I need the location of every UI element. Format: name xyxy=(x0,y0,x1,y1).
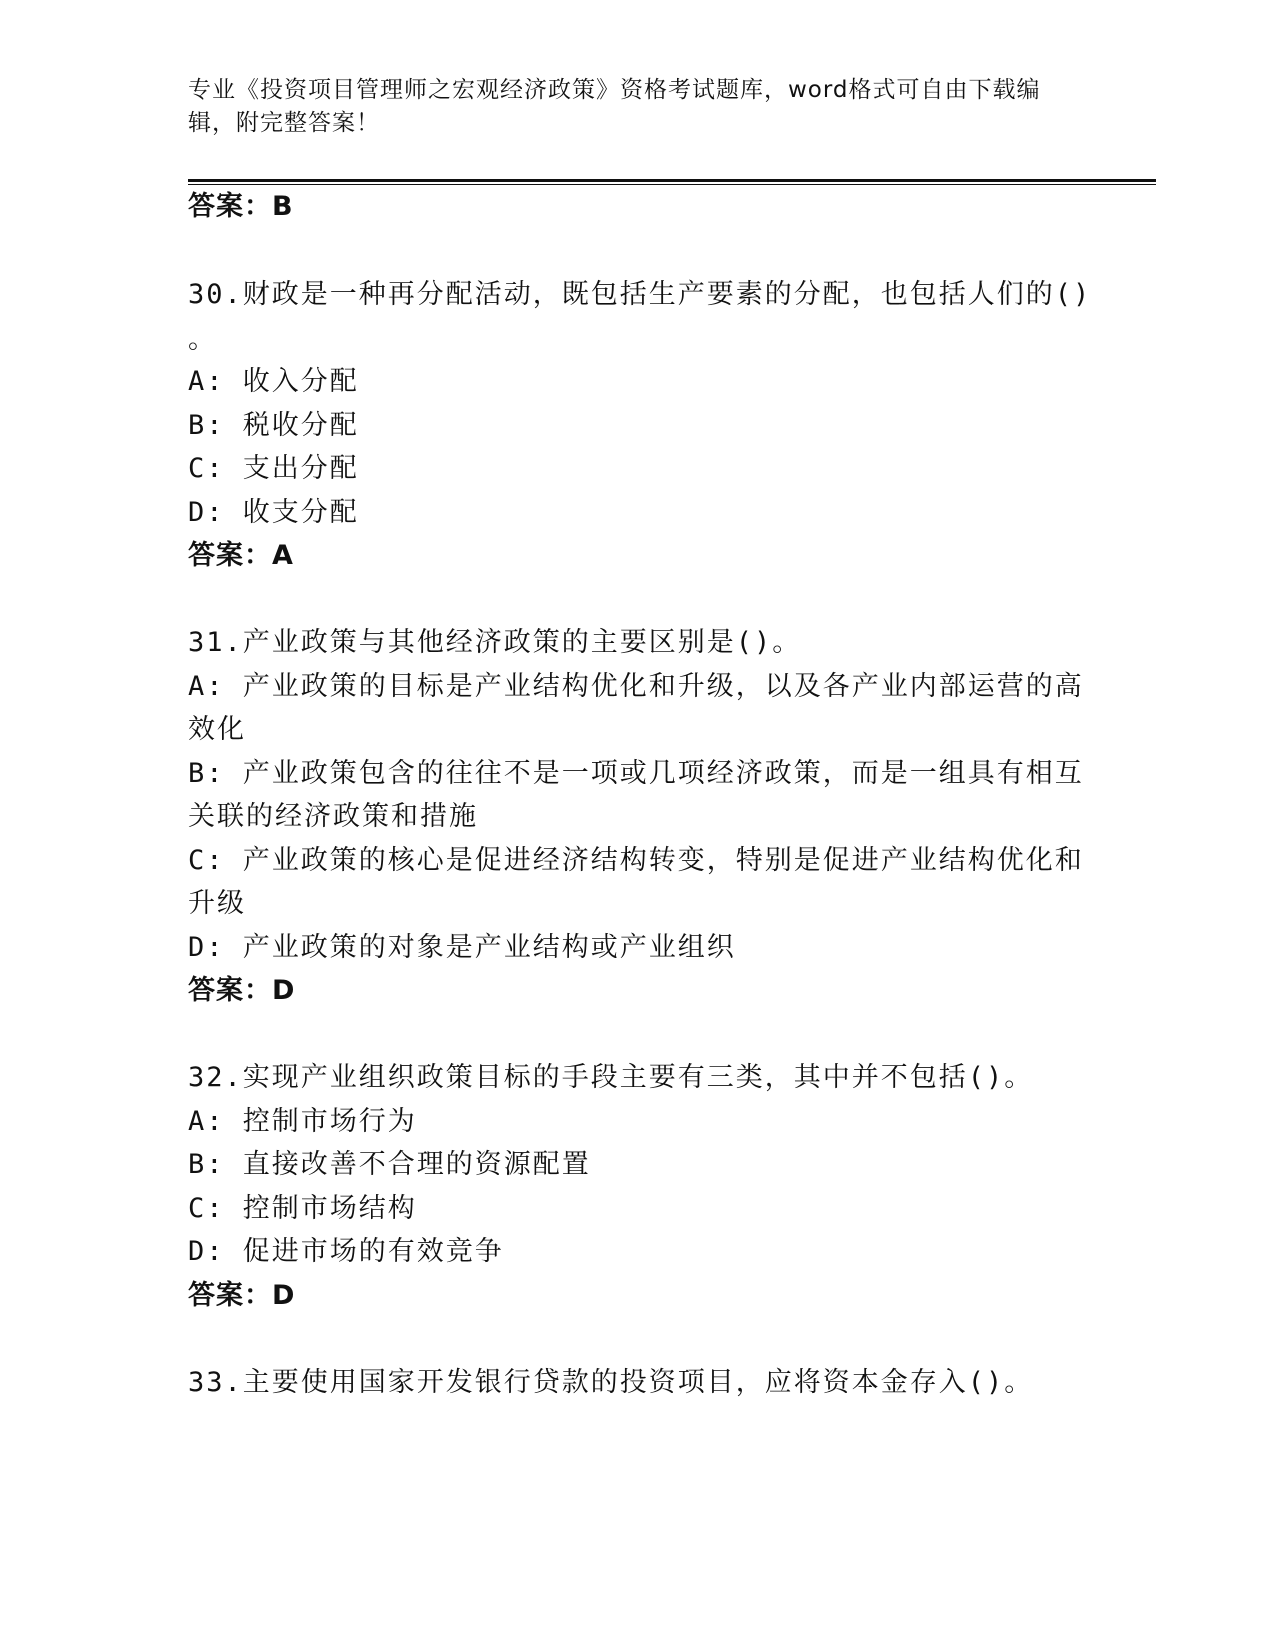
question-31-option-d: D: 产业政策的对象是产业结构或产业组织 xyxy=(188,932,736,963)
header-line-1: 专业《投资项目管理师之宏观经济政策》资格考试题库，word格式可自由下载编 xyxy=(188,77,1041,103)
question-31-stem: 31.产业政策与其他经济政策的主要区别是()。 xyxy=(188,627,802,658)
question-31-option-a-line-1: A: 产业政策的目标是产业结构优化和升级，以及各产业内部运营的高 xyxy=(188,671,1084,702)
question-31-option-a-line-2: 效化 xyxy=(188,714,246,745)
question-32-option-b: B: 直接改善不合理的资源配置 xyxy=(188,1149,591,1180)
question-30-option-d: D: 收支分配 xyxy=(188,497,359,528)
question-32-answer: 答案：D xyxy=(188,1280,296,1311)
question-30-stem-line-1: 30.财政是一种再分配活动，既包括生产要素的分配，也包括人们的() xyxy=(188,279,1092,310)
question-32-option-c: C: 控制市场结构 xyxy=(188,1193,417,1224)
question-31-option-c-line-1: C: 产业政策的核心是促进经济结构转变，特别是促进产业结构优化和 xyxy=(188,845,1084,876)
question-30-option-a: A: 收入分配 xyxy=(188,366,359,397)
question-31-answer: 答案：D xyxy=(188,975,296,1006)
question-32-option-d: D: 促进市场的有效竞争 xyxy=(188,1236,504,1267)
question-30-option-b: B: 税收分配 xyxy=(188,410,359,441)
question-33-stem: 33.主要使用国家开发银行贷款的投资项目，应将资本金存入()。 xyxy=(188,1367,1034,1398)
question-30-stem-line-2: 。 xyxy=(188,324,217,355)
question-31-option-b-line-1: B: 产业政策包含的往往不是一项或几项经济政策，而是一组具有相互 xyxy=(188,758,1084,789)
header-line-2: 辑，附完整答案！ xyxy=(188,110,380,136)
question-31-option-b-line-2: 关联的经济政策和措施 xyxy=(188,801,478,832)
header-divider-thick xyxy=(188,179,1156,182)
question-31-option-c-line-2: 升级 xyxy=(188,888,246,919)
question-30-option-c: C: 支出分配 xyxy=(188,453,359,484)
document-header xyxy=(188,74,1068,140)
question-32-option-a: A: 控制市场行为 xyxy=(188,1106,417,1137)
question-30-answer: 答案：A xyxy=(188,540,294,571)
answer-previous: 答案：B xyxy=(188,191,294,222)
header-divider-thin xyxy=(188,184,1156,185)
question-32-stem: 32.实现产业组织政策目标的手段主要有三类，其中并不包括()。 xyxy=(188,1062,1034,1093)
